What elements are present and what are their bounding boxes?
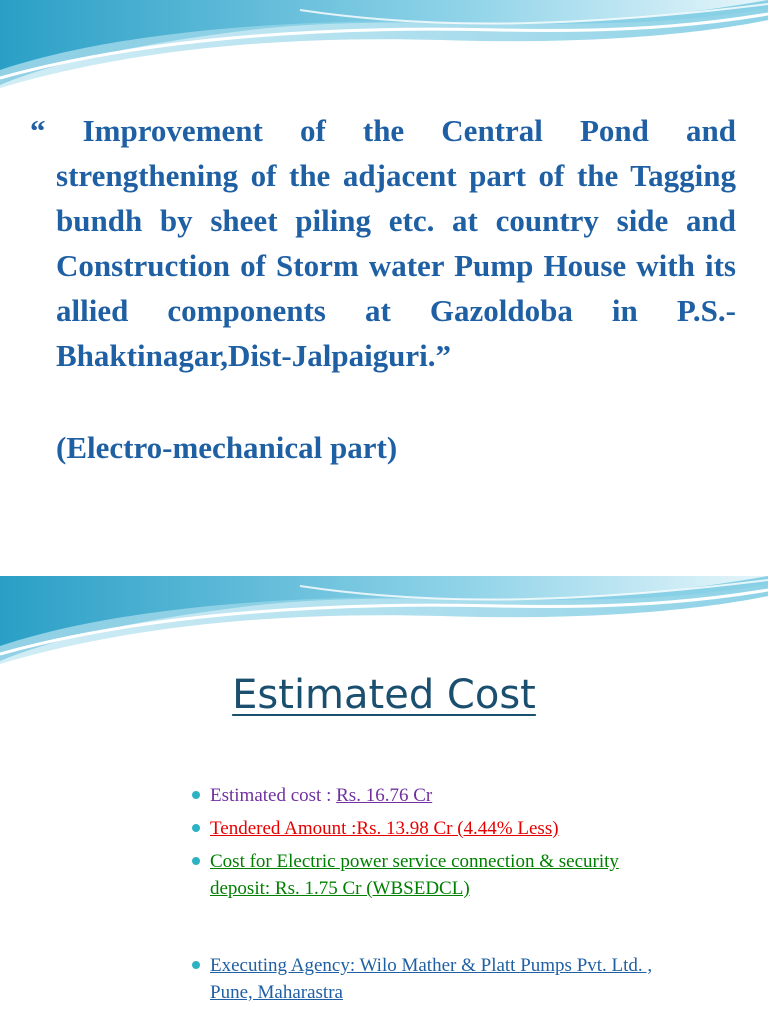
cost-bullet-list	[192, 782, 662, 1006]
estimated-cost-label: Estimated cost :	[210, 785, 337, 806]
slide-2	[0, 576, 768, 1024]
list-item-power-connection	[192, 848, 662, 902]
list-item-executing-agency	[192, 952, 662, 1006]
power-connection-text: Cost for Electric power service connection & security deposit: Rs. 1.75 Cr (WBSEDCL)	[210, 851, 619, 899]
bullet-dot-icon	[192, 961, 200, 969]
list-item-estimated-cost	[192, 782, 662, 809]
list-item-tendered-amount	[192, 815, 662, 842]
tendered-amount-text: Tendered Amount :Rs. 13.98 Cr (4.44% Less)	[210, 818, 559, 839]
slide-gap	[0, 548, 768, 576]
bullet-dot-icon	[192, 857, 200, 865]
wave-header-decoration	[0, 576, 768, 672]
bullet-dot-icon	[192, 791, 200, 799]
bullet-dot-icon	[192, 824, 200, 832]
slide-title: Estimated Cost	[232, 672, 536, 718]
project-subtitle: (Electro-mechanical part)	[56, 430, 398, 465]
executing-agency-text: Executing Agency: Wilo Mather & Platt Pumps Pvt. Ltd. , Pune, Maharastra	[210, 955, 653, 1003]
wave-header-decoration	[0, 0, 768, 96]
project-title-quote: “ Improvement of the Central Pond and strengthening of the adjacent part of the Tagging bundh by sheet piling etc. at country side and Construction of Storm water Pump House with its allied components at Gazoldoba in P.S.- Bhaktinagar,Dist-Jalpaiguri.”	[30, 113, 736, 373]
estimated-cost-value: Rs. 16.76 Cr	[336, 785, 433, 806]
